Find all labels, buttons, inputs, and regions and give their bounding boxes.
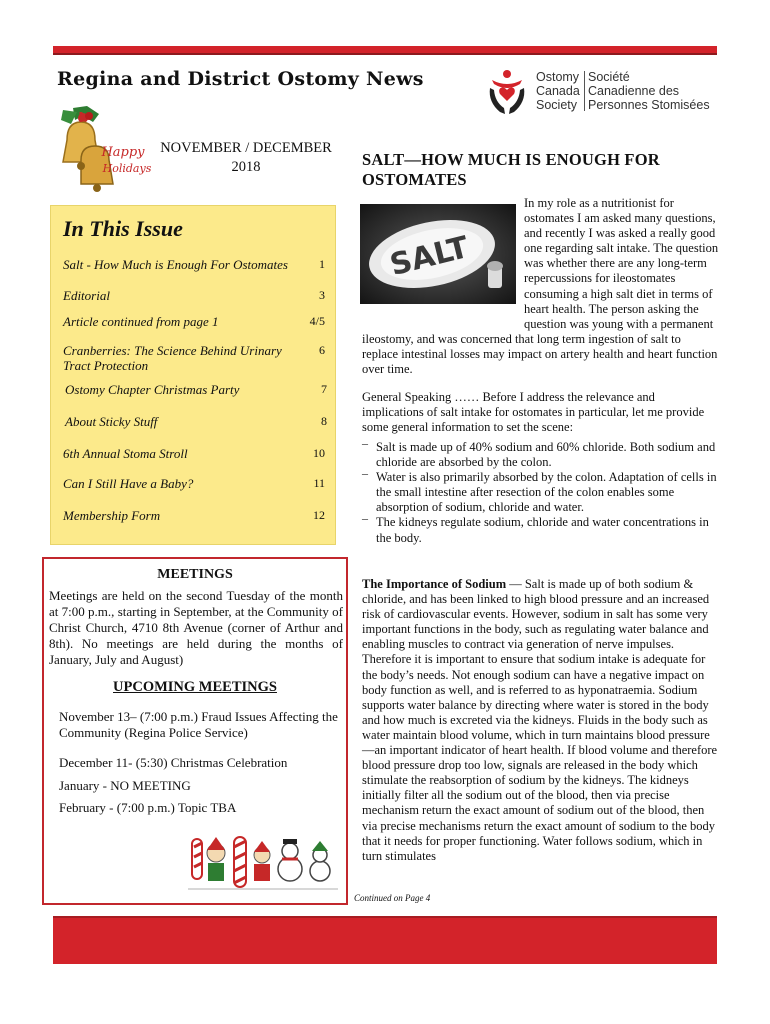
upcoming-meetings-heading: UPCOMING MEETINGS	[113, 679, 277, 695]
toc-item-page: 11	[313, 476, 325, 490]
list-item-text: Salt is made up of 40% sodium and 60% chloride. Both sodium and chloride are absorbed by the colon.	[376, 440, 716, 470]
toc-item-page: 6	[319, 343, 325, 357]
toc-item-label: Cranberries: The Science Behind Urinary Tract Protection	[63, 343, 282, 373]
toc-item-page: 10	[313, 446, 325, 460]
ostomy-canada-logo	[484, 68, 744, 120]
toc-item-label: 6th Annual Stoma Stroll	[63, 446, 188, 461]
general-speaking-paragraph: General Speaking …… Before I address the relevance and implications of salt intake for ostomates in particular, let me provide some general information to set the scene:	[362, 390, 705, 435]
toc-item-page: 7	[321, 382, 327, 396]
newsletter-masthead: Regina and District Ostomy News	[57, 68, 424, 90]
toc-item-page: 1	[319, 257, 325, 271]
greeting-word-1: Happy	[101, 145, 145, 160]
toc-item[interactable]	[63, 508, 329, 523]
hands-heart-icon	[484, 68, 530, 118]
meeting-event: November 13– (7:00 p.m.) Fraud Issues Affecting the Community (Regina Police Service)	[59, 709, 338, 740]
toc-item-label: Article continued from page 1	[63, 314, 219, 329]
toc-item-label: Editorial	[63, 288, 110, 303]
logo-french-line-3: Personnes Stomisées	[588, 98, 710, 112]
continued-note: Continued on Page 4	[354, 893, 431, 903]
bottom-decorative-bar	[53, 916, 717, 964]
meeting-event: February - (7:00 p.m.) Topic TBA	[59, 800, 237, 815]
toc-item-page: 3	[319, 288, 325, 302]
top-decorative-bar	[53, 46, 717, 55]
bullet-dash: –	[362, 466, 368, 481]
meetings-description: Meetings are held on the second Tuesday of the month at 7:00 p.m., starting in September, at the Community of Christ Church, 4710 8th Avenue (corner of Arthur and 8th). No meetings are held during the months of January, July and August)	[49, 588, 343, 667]
sodium-text: — Salt is made up of both sodium & chloride, and has been linked to high blood pressure and an increased risk of cardiovascular events. However, sodium in salt has some very important functions in the body, such as regulating water balance and enabling muscles to contract via generation of nerve impulses. Therefore it is important to ensure that sodium intake is adequate for the body’s needs. Not enough sodium can have a negative impact on body function as well, and is referred to as hyponatraemia. Sodium supports water balance by directing where water is stored in the body and how much is excreted via the kidneys. Fluids in the body such as water maintain blood volume, which in turn maintains blood pressure—an important indicator of heart health. If blood volume and therefore blood pressure drop too low, signals are released in the body which stimulate the reabsorption of sodium by the kidneys. The kidneys initially filter all the sodium out of the blood, then via precise mechanism return the exact amount of sodium out of the blood, then via precise mechanisms return the exact amount of sodium to the body that it needs for proper functioning. Water follows sodium, which in turn stimulates	[362, 577, 718, 863]
toc-item-label: Membership Form	[63, 508, 161, 523]
toc-item[interactable]	[63, 288, 329, 303]
toc-item-page: 8	[321, 414, 327, 428]
article-intro-block	[362, 196, 719, 377]
bullet-dash: –	[362, 436, 368, 450]
sodium-subheading: The Importance of Sodium	[362, 577, 507, 591]
toc-item[interactable]	[63, 314, 329, 329]
toc-item[interactable]	[63, 476, 329, 491]
toc-item-page: 12	[313, 508, 325, 522]
logo-english-line-3: Society	[536, 98, 577, 112]
list-item-text: The kidneys regulate sodium, chloride and water concentrations in the body.	[376, 515, 709, 545]
meeting-event: December 11- (5:30) Christmas Celebration	[59, 755, 288, 770]
issue-months: NOVEMBER / DECEMBER	[160, 140, 332, 156]
logo-english-line-1: Ostomy	[536, 70, 580, 84]
toc-heading: In This Issue	[63, 216, 183, 241]
issue-date	[160, 139, 332, 177]
toc-item[interactable]	[65, 414, 331, 429]
photo-wrap-space	[362, 196, 524, 317]
list-item	[362, 511, 718, 545]
logo-french-line-1: Société	[588, 70, 630, 84]
list-item	[362, 436, 718, 470]
meeting-event: January - NO MEETING	[59, 778, 191, 793]
list-item-text: Water is also primarily absorbed by the colon. Adaptation of cells in the small intestine after resection of the colon enables some absorption of sodium, chloride and water.	[376, 470, 717, 515]
christmas-characters-image	[188, 833, 338, 893]
salt-facts-list	[362, 436, 718, 546]
logo-english-line-2: Canada	[536, 84, 580, 98]
list-item	[362, 466, 718, 515]
in-this-issue-box	[50, 205, 336, 545]
bullet-dash: –	[362, 511, 368, 526]
toc-item[interactable]	[65, 382, 331, 397]
article-intro-paragraph: In my role as a nutritionist for ostomates I am asked many questions, and recently I was asked a really good one regarding salt intake. The question was whether there are any long-term repercussions for ileostomates consuming a high salt diet in terms of heart health. The person asking the question was young with a permanent ileostomy, and was concerned that long term ingestion of salt to replace intestinal losses may impact on artery health and heart function over time.	[362, 196, 719, 377]
toc-item-label: Ostomy Chapter Christmas Party	[65, 382, 240, 397]
logo-french-line-2: Canadienne des	[588, 84, 680, 98]
logo-divider	[584, 71, 585, 111]
importance-of-sodium-paragraph	[362, 577, 718, 864]
article-title: SALT—HOW MUCH IS ENOUGH FOR OSTOMATES	[362, 150, 660, 189]
toc-item-page: 4/5	[309, 314, 325, 328]
salt-word: SALT	[386, 229, 473, 284]
toc-item-label: Salt - How Much is Enough For Ostomates	[63, 257, 288, 272]
toc-item[interactable]	[63, 343, 329, 373]
christmas-bells-image	[53, 100, 157, 204]
toc-item[interactable]	[63, 257, 329, 272]
issue-year: 2018	[231, 159, 261, 175]
greeting-word-2: Holidays	[102, 162, 152, 175]
toc-item[interactable]	[63, 446, 329, 461]
toc-item-label: About Sticky Stuff	[65, 414, 158, 429]
toc-item-label: Can I Still Have a Baby?	[63, 476, 194, 491]
meetings-heading: MEETINGS	[157, 567, 233, 582]
